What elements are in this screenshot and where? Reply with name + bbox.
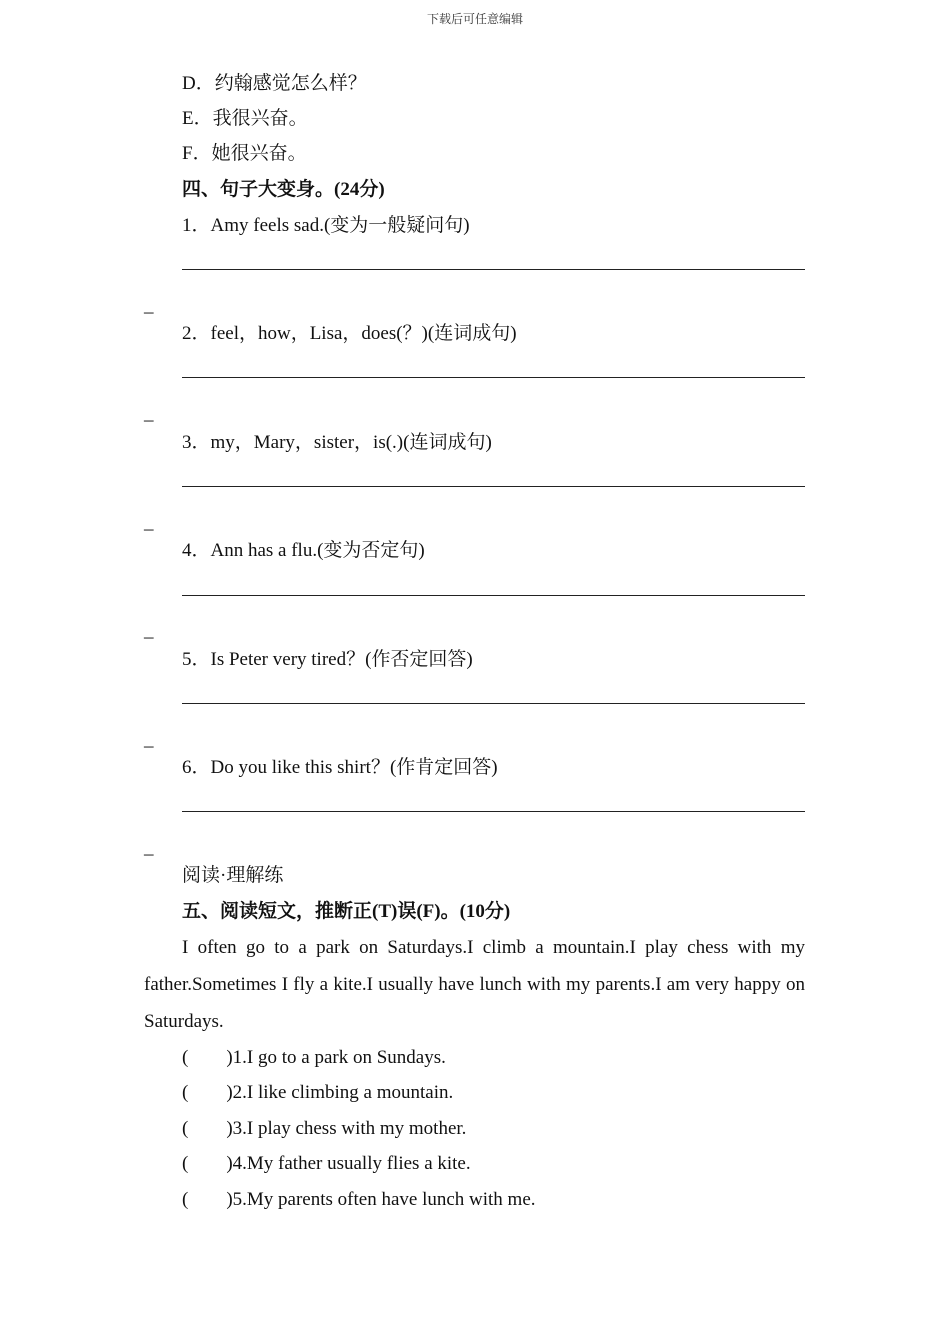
question-2: 2．feel，how，Lisa，does(？)(连词成句) <box>182 323 517 344</box>
question-4: 4．Ann has a flu.(变为否定句) <box>182 540 425 561</box>
answer-line-6[interactable] <box>182 811 805 812</box>
tf-statement: )1.I go to a park on Sundays. <box>226 1047 446 1068</box>
tf-item-4 <box>182 1153 471 1175</box>
option-d: D．约翰感觉怎么样？ <box>182 73 367 94</box>
question-1: 1．Amy feels sad.(变为一般疑问句) <box>182 215 470 236</box>
section-5-title: 五、阅读短文，推断正(T)误(F)。(10分) <box>182 901 511 922</box>
answer-paren[interactable]: ( <box>182 1082 189 1103</box>
line-continuation-dash: _ <box>144 620 154 641</box>
question-5: 5．Is Peter very tired？(作否定回答) <box>182 649 473 670</box>
tf-statement: )2.I like climbing a mountain. <box>226 1082 454 1103</box>
tf-item-1 <box>182 1047 446 1069</box>
line-continuation-dash: _ <box>144 512 154 533</box>
option-f: F．她很兴奋。 <box>182 143 307 164</box>
line-continuation-dash: _ <box>144 295 154 316</box>
tf-statement: )4.My father usually flies a kite. <box>226 1153 471 1174</box>
section-4-title: 四、句子大变身。(24分) <box>182 179 385 200</box>
line-continuation-dash: _ <box>144 729 154 750</box>
tf-item-3 <box>182 1118 466 1140</box>
answer-paren[interactable]: ( <box>182 1153 189 1174</box>
answer-paren[interactable]: ( <box>182 1118 189 1139</box>
answer-paren[interactable]: ( <box>182 1047 189 1068</box>
tf-item-2 <box>182 1082 453 1104</box>
page-header: 下载后可任意编辑 <box>426 12 523 26</box>
answer-line-4[interactable] <box>182 595 805 596</box>
answer-line-3[interactable] <box>182 486 805 487</box>
line-continuation-dash: _ <box>144 403 154 424</box>
tf-statement: )3.I play chess with my mother. <box>226 1118 467 1139</box>
answer-line-2[interactable] <box>182 377 805 378</box>
tf-statement: )5.My parents often have lunch with me. <box>226 1189 536 1210</box>
option-e: E．我很兴奋。 <box>182 108 308 129</box>
line-continuation-dash: _ <box>144 837 154 858</box>
answer-line-5[interactable] <box>182 703 805 704</box>
answer-paren[interactable]: ( <box>182 1189 189 1210</box>
reading-passage: I often go to a park on Saturdays.I climb a mountain.I play chess with my father.Sometimes I fly a kite.I usually have lunch with my parents.I am very happy on Saturdays. <box>144 937 805 1032</box>
question-3: 3．my，Mary，sister，is(.)(连词成句) <box>182 432 492 453</box>
question-6: 6．Do you like this shirt？(作肯定回答) <box>182 757 498 778</box>
tf-item-5 <box>182 1189 536 1211</box>
answer-line-1[interactable] <box>182 269 805 270</box>
reading-label: 阅读·理解练 <box>182 865 284 886</box>
